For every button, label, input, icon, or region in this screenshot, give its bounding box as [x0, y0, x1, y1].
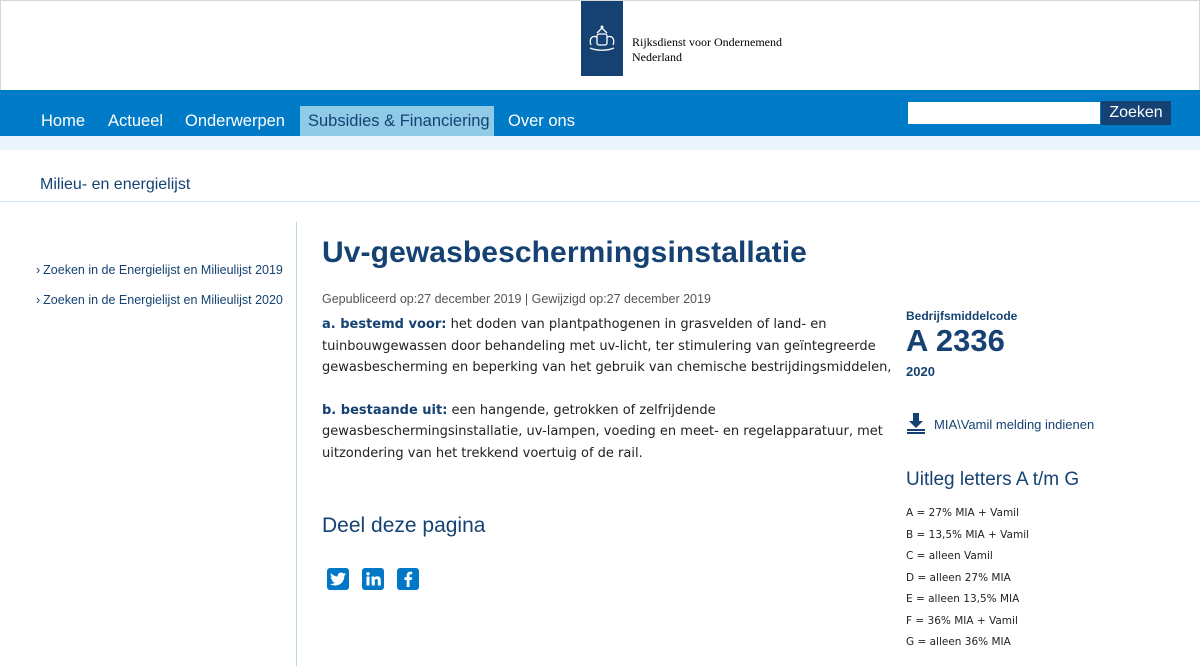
legend-item: A = 27% MIA + Vamil [906, 507, 1020, 519]
nav-item-onderwerpen[interactable]: Onderwerpen [185, 112, 285, 130]
nav-item-actueel[interactable]: Actueel [108, 112, 164, 130]
search-input[interactable] [908, 102, 1100, 124]
facebook-icon[interactable] [397, 568, 419, 590]
paragraph-bestaande-uit [322, 400, 892, 465]
share-title: Deel deze pagina [322, 514, 486, 537]
legend-list [906, 503, 1186, 654]
section-header [0, 136, 1200, 202]
code-value: A 2336 [906, 323, 1005, 358]
download-label: MIA\Vamil melding indienen [934, 416, 1095, 432]
paragraph-text: het doden van plantpathogenen in grasvelden of land- en tuinbouwgewassen door behandeling met uv-licht, ter stimulering van geïntegreerde gewasbescherming en beperking van het gebruik van chemische bestrijdingsmiddelen, [322, 317, 892, 375]
sidebar-link-label: Zoeken in de Energielijst en Milieulijst 2019 [43, 263, 283, 277]
section-title[interactable]: Milieu- en energielijst [40, 176, 191, 193]
code-year: 2020 [906, 364, 935, 379]
rijksoverheid-logo[interactable] [581, 1, 623, 76]
linkedin-icon[interactable] [362, 568, 384, 590]
organization-name[interactable] [632, 35, 782, 65]
legend-item: G = alleen 36% MIA [906, 636, 1011, 648]
legend-item: D = alleen 27% MIA [906, 571, 1011, 584]
nav-item-subsidies-financiering[interactable]: Subsidies & Financiering [300, 106, 494, 136]
legend-title: Uitleg letters A t/m G [906, 469, 1080, 490]
organization-name-line1: Rijksdienst voor Ondernemend [632, 35, 782, 49]
legend-item: E = alleen 13,5% MIA [906, 593, 1020, 605]
chevron-right-icon: › [36, 263, 41, 277]
download-icon [906, 413, 926, 435]
publication-meta: Gepubliceerd op:27 december 2019 | Gewijzigd op:27 december 2019 [322, 292, 711, 306]
search-button[interactable]: Zoeken [1101, 101, 1171, 125]
legend-item: B = 13,5% MIA + Vamil [906, 528, 1030, 541]
aside-panel [906, 309, 1186, 654]
main-navigation [0, 90, 1200, 136]
paragraph-label: b. bestaande uit: [322, 402, 448, 418]
sidebar-link-2019[interactable] [36, 262, 283, 278]
share-buttons [322, 568, 892, 590]
chevron-right-icon: › [36, 293, 41, 307]
organization-name-line2: Nederland [632, 50, 682, 64]
coat-of-arms-icon [585, 24, 619, 54]
paragraph-bestemd-voor [322, 314, 892, 379]
site-header [0, 0, 1200, 90]
legend-item: C = alleen Vamil [906, 550, 993, 562]
sidebar-link-2020[interactable] [36, 292, 283, 308]
nav-item-over-ons[interactable]: Over ons [508, 112, 575, 130]
nav-item-home[interactable]: Home [41, 112, 86, 130]
sidebar [36, 262, 283, 322]
code-label: Bedrijfsmiddelcode [906, 309, 1018, 323]
sidebar-divider [296, 222, 297, 666]
paragraph-text: een hangende, getrokken of zelfrijdende gewasbeschermingsinstallatie, uv-lampen, voeding en meet- en regelapparatuur, met uitzondering van het trekkend voertuig of de rail. [322, 402, 883, 461]
paragraph-label: a. bestemd voor: [322, 317, 447, 332]
sidebar-link-label: Zoeken in de Energielijst en Milieulijst 2020 [43, 293, 283, 307]
mia-vamil-download-link[interactable] [906, 413, 1186, 435]
page-title: Uv-gewasbeschermingsinstallatie [322, 236, 807, 269]
legend-item: F = 36% MIA + Vamil [906, 614, 1018, 627]
twitter-icon[interactable] [327, 568, 349, 590]
main-content [322, 236, 892, 590]
